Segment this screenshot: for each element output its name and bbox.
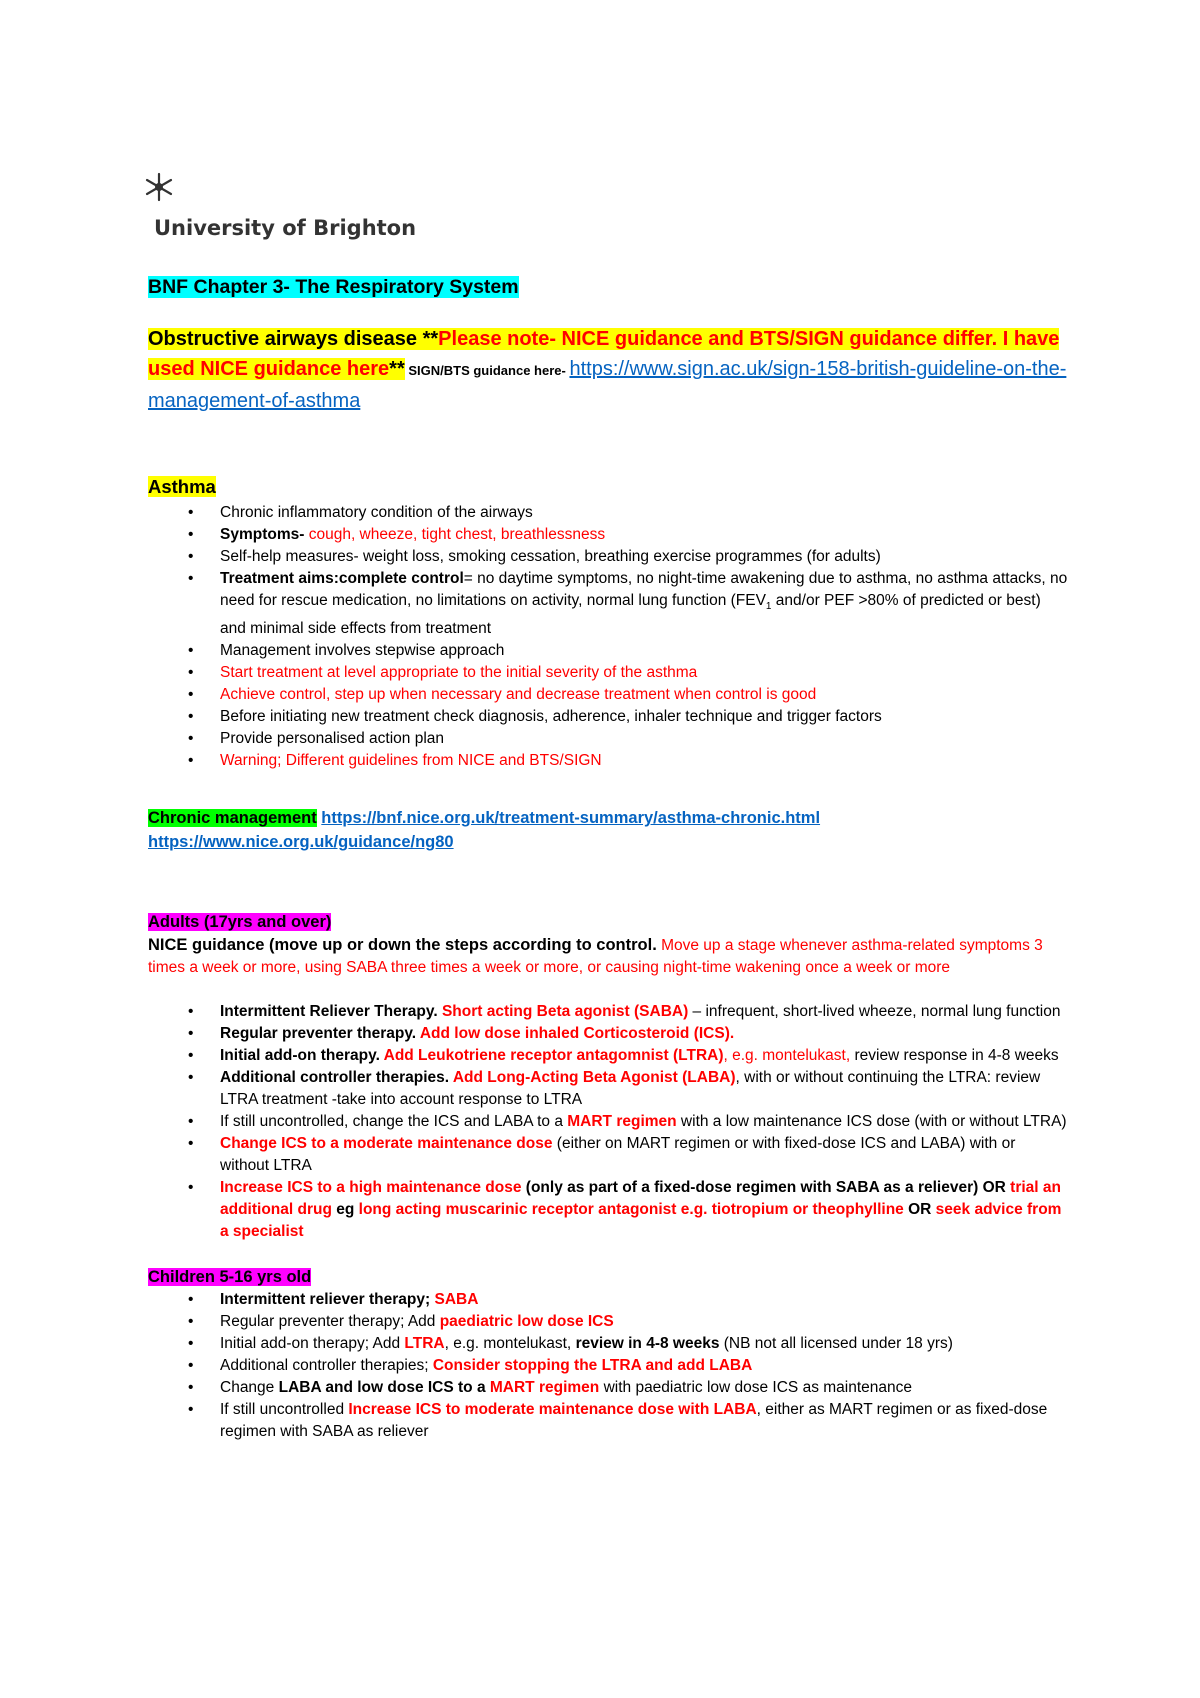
children-heading: Children 5-16 yrs old: [148, 1268, 312, 1287]
adults-intro: NICE guidance (move up or down the steps according to control. Move up a stage whenever asthma-related symptoms 3 times a week or more, using SABA three times a week or more, or causing night-time wakening once a week or more: [148, 936, 1043, 977]
obstructive-heading: Obstructive airways disease **Please note- NICE guidance and BTS/SIGN guidance differ. I have used NICE guidance here**: [148, 328, 1060, 380]
list-item: • Increase ICS to a high maintenance dose (only as part of a fixed-dose regimen with SABA as a reliever) OR trial an additional drug eg long acting muscarinic receptor antagonist e.g. tiotropium or theophylline OR seek advice from a specialist: [148, 1177, 1068, 1243]
bnf-chronic-link[interactable]: https://bnf.nice.org.uk/treatment-summary/asthma-chronic.html: [321, 809, 821, 828]
list-item: • Additional controller therapies; Consider stopping the LTRA and add LABA: [148, 1355, 1068, 1377]
list-item: • Change LABA and low dose ICS to a MART regimen with paediatric low dose ICS as maintenance: [148, 1377, 1068, 1399]
adults-heading: Adults (17yrs and over): [148, 913, 332, 932]
list-item: • Regular preventer therapy. Add low dose inhaled Corticosteroid (ICS).: [148, 1023, 1068, 1045]
list-item: • Initial add-on therapy. Add Leukotriene receptor antagomnist (LTRA), e.g. montelukast, review response in 4-8 weeks: [148, 1045, 1068, 1067]
list-item: • Treatment aims:complete control= no daytime symptoms, no night-time awakening due to asthma, no asthma attacks, no need for rescue medication, no limitations on activity, normal lung function ($FEV_1$ and/or PEF >80% of predicted or best) and minimal side effects from treatment: [148, 568, 1068, 640]
list-item: • Intermittent reliever therapy; SABA: [148, 1289, 1068, 1311]
list-item: • Management involves stepwise approach: [148, 640, 1068, 662]
list-item: • Symptoms- cough, wheeze, tight chest, breathlessness: [148, 524, 1068, 546]
list-item: • Regular preventer therapy; Add paediatric low dose ICS: [148, 1311, 1068, 1333]
children-list: [148, 1289, 1068, 1443]
obstructive-airways-paragraph: [148, 324, 1068, 416]
list-item: • Before initiating new treatment check diagnosis, adherence, inhaler technique and trigger factors: [148, 706, 1068, 728]
list-item: • Initial add-on therapy; Add LTRA, e.g. montelukast, review in 4-8 weeks (NB not all licensed under 18 yrs): [148, 1333, 1068, 1355]
list-item: • Provide personalised action plan: [148, 728, 1068, 750]
asthma-heading: Asthma: [148, 476, 216, 497]
sign-label: SIGN/BTS guidance here-: [404, 363, 570, 378]
list-item: • Intermittent Reliever Therapy. Short acting Beta agonist (SABA) – infrequent, short-lived wheeze, normal lung function: [148, 1001, 1068, 1023]
guidance-note: Please note- NICE guidance and BTS/SIGN guidance differ. I have used NICE guidance here: [148, 328, 1060, 380]
page-title: BNF Chapter 3- The Respiratory System: [148, 276, 519, 298]
chronic-management-paragraph: [148, 806, 1068, 854]
list-item: • Self-help measures- weight loss, smoking cessation, breathing exercise programmes (for adults): [148, 546, 1068, 568]
nice-ng80-link[interactable]: https://www.nice.org.uk/guidance/ng80: [148, 833, 454, 852]
list-item: • If still uncontrolled Increase ICS to moderate maintenance dose with LABA, either as MART regimen or as fixed-dose regimen with SABA as reliever: [148, 1399, 1068, 1443]
star-logo-icon: [144, 172, 174, 202]
chronic-heading: Chronic management: [148, 809, 317, 828]
sign-guidance-link[interactable]: https://www.sign.ac.uk/sign-158-british-guideline-on-the-management-of-asthma: [148, 358, 1067, 412]
list-item: • Chronic inflammatory condition of the airways: [148, 502, 1068, 524]
list-item: • Warning; Different guidelines from NICE and BTS/SIGN: [148, 750, 1068, 772]
logo-text: University of Brighton: [154, 216, 417, 240]
adults-list: [148, 1001, 1068, 1243]
list-item: • Change ICS to a moderate maintenance dose (either on MART regimen or with fixed-dose ICS and LABA) with or without LTRA: [148, 1133, 1068, 1177]
list-item: • Achieve control, step up when necessary and decrease treatment when control is good: [148, 684, 1068, 706]
document-content: [148, 272, 1068, 1443]
list-item: • If still uncontrolled, change the ICS and LABA to a MART regimen with a low maintenance ICS dose (with or without LTRA): [148, 1111, 1068, 1133]
list-item: • Additional controller therapies. Add Long-Acting Beta Agonist (LABA), with or without continuing the LTRA: review LTRA treatment -take into account response to LTRA: [148, 1067, 1068, 1111]
list-item: • Start treatment at level appropriate to the initial severity of the asthma: [148, 662, 1068, 684]
asthma-list: [148, 502, 1068, 772]
